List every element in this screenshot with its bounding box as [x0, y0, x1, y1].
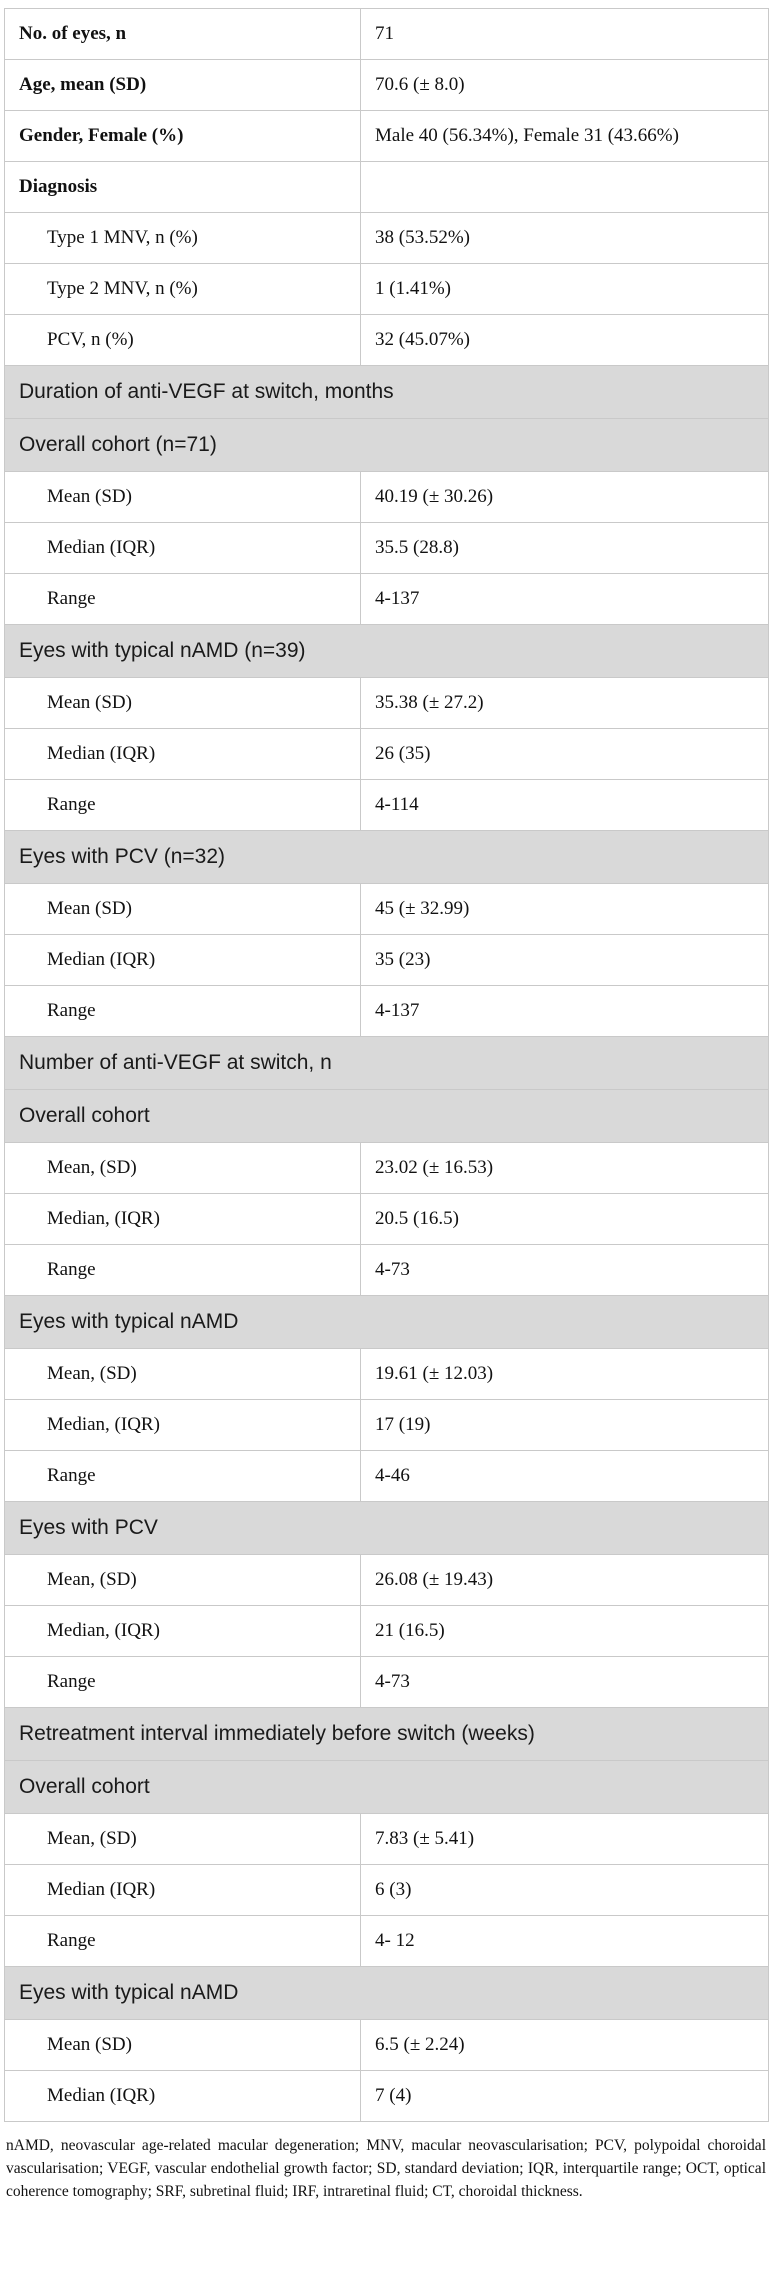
- row-value: 35.38 (± 27.2): [361, 678, 769, 729]
- row-value: 35 (23): [361, 935, 769, 986]
- row-label: Median, (IQR): [5, 1400, 361, 1451]
- row-value: 6 (3): [361, 1865, 769, 1916]
- table-row: [5, 2020, 769, 2071]
- table-row: [5, 315, 769, 366]
- row-label: Mean (SD): [5, 884, 361, 935]
- group-header: [5, 1967, 769, 2020]
- row-label: Median (IQR): [5, 935, 361, 986]
- row-label: Diagnosis: [5, 162, 361, 213]
- section-header-title: Duration of anti-VEGF at switch, months: [5, 366, 769, 419]
- group-header: [5, 831, 769, 884]
- group-header: [5, 419, 769, 472]
- section-header: [5, 1037, 769, 1090]
- baseline-characteristics-table: [4, 8, 769, 2122]
- row-label: Mean (SD): [5, 2020, 361, 2071]
- table-row: [5, 1143, 769, 1194]
- section-header-title: Number of anti-VEGF at switch, n: [5, 1037, 769, 1090]
- row-value: 38 (53.52%): [361, 213, 769, 264]
- table-row: [5, 1349, 769, 1400]
- group-header: [5, 625, 769, 678]
- row-label: PCV, n (%): [5, 315, 361, 366]
- table-row: [5, 1555, 769, 1606]
- row-label: Median (IQR): [5, 729, 361, 780]
- table-row: [5, 162, 769, 213]
- row-value: 40.19 (± 30.26): [361, 472, 769, 523]
- group-header-title: Overall cohort (n=71): [5, 419, 769, 472]
- row-value: 4-73: [361, 1245, 769, 1296]
- table-row: [5, 213, 769, 264]
- group-header: [5, 1090, 769, 1143]
- row-label: Range: [5, 780, 361, 831]
- section-header: [5, 366, 769, 419]
- row-label: Mean, (SD): [5, 1143, 361, 1194]
- table-body: [5, 9, 769, 2122]
- row-value: 45 (± 32.99): [361, 884, 769, 935]
- row-value: Male 40 (56.34%), Female 31 (43.66%): [361, 111, 769, 162]
- row-value: 21 (16.5): [361, 1606, 769, 1657]
- row-label: Range: [5, 986, 361, 1037]
- table-row: [5, 1400, 769, 1451]
- row-label: Mean, (SD): [5, 1349, 361, 1400]
- group-header: [5, 1502, 769, 1555]
- section-header-title: Retreatment interval immediately before switch (weeks): [5, 1708, 769, 1761]
- row-label: Median, (IQR): [5, 1606, 361, 1657]
- row-label: No. of eyes, n: [5, 9, 361, 60]
- table-row: [5, 574, 769, 625]
- row-value: 23.02 (± 16.53): [361, 1143, 769, 1194]
- row-value: 26.08 (± 19.43): [361, 1555, 769, 1606]
- row-label: Gender, Female (%): [5, 111, 361, 162]
- row-value: 32 (45.07%): [361, 315, 769, 366]
- row-value: [361, 162, 769, 213]
- group-header-title: Eyes with typical nAMD: [5, 1967, 769, 2020]
- table-row: [5, 1245, 769, 1296]
- row-label: Mean, (SD): [5, 1814, 361, 1865]
- group-header-title: Eyes with typical nAMD (n=39): [5, 625, 769, 678]
- row-value: 7 (4): [361, 2071, 769, 2122]
- table-row: [5, 678, 769, 729]
- table-row: [5, 264, 769, 315]
- table-row: [5, 1194, 769, 1245]
- row-label: Median (IQR): [5, 2071, 361, 2122]
- row-label: Range: [5, 1657, 361, 1708]
- table-row: [5, 1451, 769, 1502]
- table-row: [5, 1657, 769, 1708]
- table-row: [5, 472, 769, 523]
- table-row: [5, 1606, 769, 1657]
- group-header-title: Overall cohort: [5, 1761, 769, 1814]
- row-value: 71: [361, 9, 769, 60]
- table-row: [5, 1916, 769, 1967]
- row-value: 4-137: [361, 574, 769, 625]
- row-value: 4-73: [361, 1657, 769, 1708]
- row-value: 26 (35): [361, 729, 769, 780]
- table-row: [5, 884, 769, 935]
- row-label: Mean (SD): [5, 472, 361, 523]
- group-header: [5, 1761, 769, 1814]
- row-value: 35.5 (28.8): [361, 523, 769, 574]
- table-footnote: nAMD, neovascular age-related macular degeneration; MNV, macular neovascularisation; PCV, polypoidal choroidal vascularisation; VEGF, vascular endothelial growth factor; SD, standard deviation; IQR, interquartile range; OCT, optical coherence tomography; SRF, subretinal fluid; IRF, intraretinal fluid; CT, choroidal thickness.: [6, 2137, 766, 2200]
- row-label: Median, (IQR): [5, 1194, 361, 1245]
- row-value: 19.61 (± 12.03): [361, 1349, 769, 1400]
- row-label: Median (IQR): [5, 523, 361, 574]
- group-header-title: Eyes with PCV: [5, 1502, 769, 1555]
- table-row: [5, 1814, 769, 1865]
- table-row: [5, 729, 769, 780]
- row-value: 4- 12: [361, 1916, 769, 1967]
- row-label: Mean (SD): [5, 678, 361, 729]
- row-label: Age, mean (SD): [5, 60, 361, 111]
- row-label: Type 1 MNV, n (%): [5, 213, 361, 264]
- row-label: Range: [5, 574, 361, 625]
- group-header-title: Eyes with typical nAMD: [5, 1296, 769, 1349]
- table-row: [5, 780, 769, 831]
- row-value: 20.5 (16.5): [361, 1194, 769, 1245]
- row-value: 6.5 (± 2.24): [361, 2020, 769, 2071]
- section-header: [5, 1708, 769, 1761]
- group-header: [5, 1296, 769, 1349]
- table-row: [5, 9, 769, 60]
- table-row: [5, 111, 769, 162]
- table-row: [5, 2071, 769, 2122]
- row-label: Range: [5, 1916, 361, 1967]
- table-row: [5, 986, 769, 1037]
- row-value: 17 (19): [361, 1400, 769, 1451]
- row-value: 4-137: [361, 986, 769, 1037]
- row-label: Median (IQR): [5, 1865, 361, 1916]
- row-label: Range: [5, 1451, 361, 1502]
- row-value: 4-46: [361, 1451, 769, 1502]
- group-header-title: Overall cohort: [5, 1090, 769, 1143]
- group-header-title: Eyes with PCV (n=32): [5, 831, 769, 884]
- row-value: 70.6 (± 8.0): [361, 60, 769, 111]
- table-row: [5, 935, 769, 986]
- table-row: [5, 1865, 769, 1916]
- row-value: 1 (1.41%): [361, 264, 769, 315]
- table-row: [5, 60, 769, 111]
- row-value: 7.83 (± 5.41): [361, 1814, 769, 1865]
- row-label: Type 2 MNV, n (%): [5, 264, 361, 315]
- row-label: Mean, (SD): [5, 1555, 361, 1606]
- row-label: Range: [5, 1245, 361, 1296]
- row-value: 4-114: [361, 780, 769, 831]
- table-row: [5, 523, 769, 574]
